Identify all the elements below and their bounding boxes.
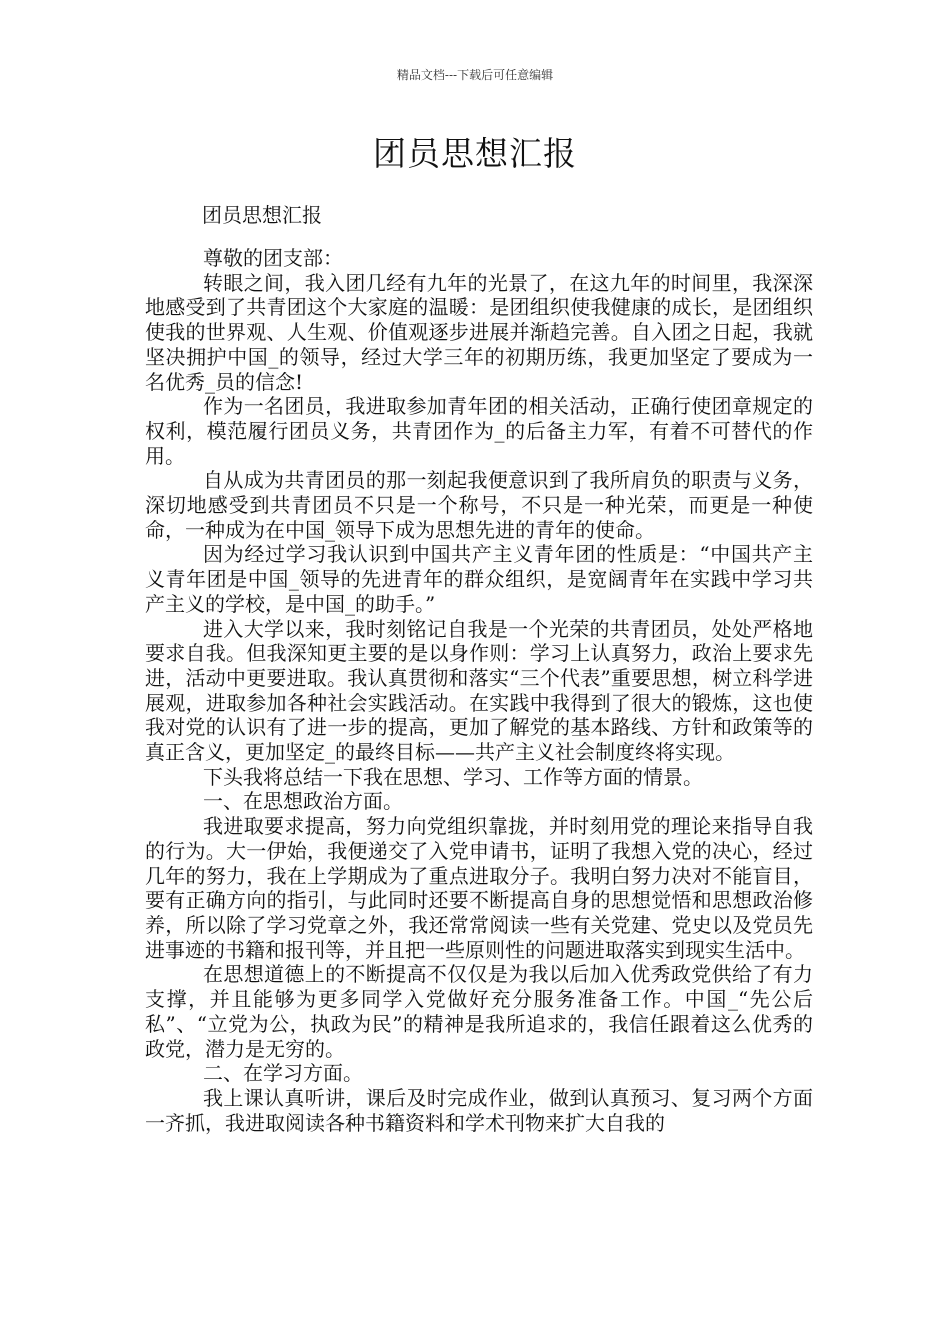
document-subtitle: 团员思想汇报 — [202, 203, 322, 227]
section-heading: 一、在思想政治方面。 — [203, 789, 403, 814]
paragraph: 在思想道德上的不断提高不仅仅是为我以后加入优秀政党供给了有力支撑，并且能够为更多同学入党做好充分服务准备工作。中国_“先公后私”、“立党为公，执政为民”的精神是我所追求的，我信任跟着这么优秀的政党，潜力是无穷的。 — [145, 962, 813, 1061]
paragraph: 转眼之间，我入团几经有九年的光景了，在这九年的时间里，我深深地感受到了共青团这个大家庭的温暖：是团组织使我健康的成长，是团组织使我的世界观、人生观、价值观逐步进展并渐趋完善。自入团之日起，我就坚决拥护中国_的领导，经过大学三年的初期历练，我更加坚定了要成为一名优秀_员的信念! — [145, 270, 813, 394]
paragraph: 进入大学以来，我时刻铭记自我是一个光荣的共青团员，处处严格地要求自我。但我深知更主要的是以身作则：学习上认真努力，政治上要求先进，活动中更要进取。我认真贯彻和落实“三个代表”重要思想，树立科学进展观，进取参加各种社会实践活动。在实践中我得到了很大的锻炼，这也使我对党的认识有了进一步的提高，更加了解党的基本路线、方针和政策等的真正含义，更加坚定_的最终目标——共产主义社会制度终将实现。 — [145, 616, 813, 765]
paragraph: 因为经过学习我认识到中国共产主义青年团的性质是：“中国共产主义青年团是中国_领导的先进青年的群众组织，是宽阔青年在实践中学习共产主义的学校，是中国_的助手。” — [145, 542, 813, 616]
paragraph: 下头我将总结一下我在思想、学习、工作等方面的情景。 — [203, 764, 703, 789]
document-title: 团员思想汇报 — [373, 134, 577, 173]
paragraph: 作为一名团员，我进取参加青年团的相关活动，正确行使团章规定的权利，模范履行团员义务，共青团作为_的后备主力军，有着不可替代的作用。 — [145, 394, 813, 468]
salutation: 尊敬的团支部： — [203, 246, 343, 270]
header-note: 精品文档---下载后可任意编辑 — [396, 68, 554, 82]
section-heading: 二、在学习方面。 — [203, 1061, 363, 1086]
paragraph: 我上课认真听讲，课后及时完成作业，做到认真预习、复习两个方面一齐抓，我进取阅读各种书籍资料和学术刊物来扩大自我的 — [145, 1085, 813, 1135]
document-body — [145, 246, 813, 1135]
paragraph: 我进取要求提高，努力向党组织靠拢，并时刻用党的理论来指导自我的行为。大一伊始，我便递交了入党申请书，证明了我想入党的决心，经过几年的努力，我在上学期成为了重点进取分子。我明白努力决对不能盲目，要有正确方向的指引，与此同时还要不断提高自身的思想觉悟和思想政治修养，所以除了学习党章之外，我还常常阅读一些有关党建、党史以及党员先进事迹的书籍和报刊等，并且把一些原则性的问题进取落实到现实生活中。 — [145, 814, 813, 962]
paragraph: 自从成为共青团员的那一刻起我便意识到了我所肩负的职责与义务，深切地感受到共青团员不只是一个称号，不只是一种光荣，而更是一种使命，一种成为在中国_领导下成为思想先进的青年的使命。 — [145, 468, 813, 542]
